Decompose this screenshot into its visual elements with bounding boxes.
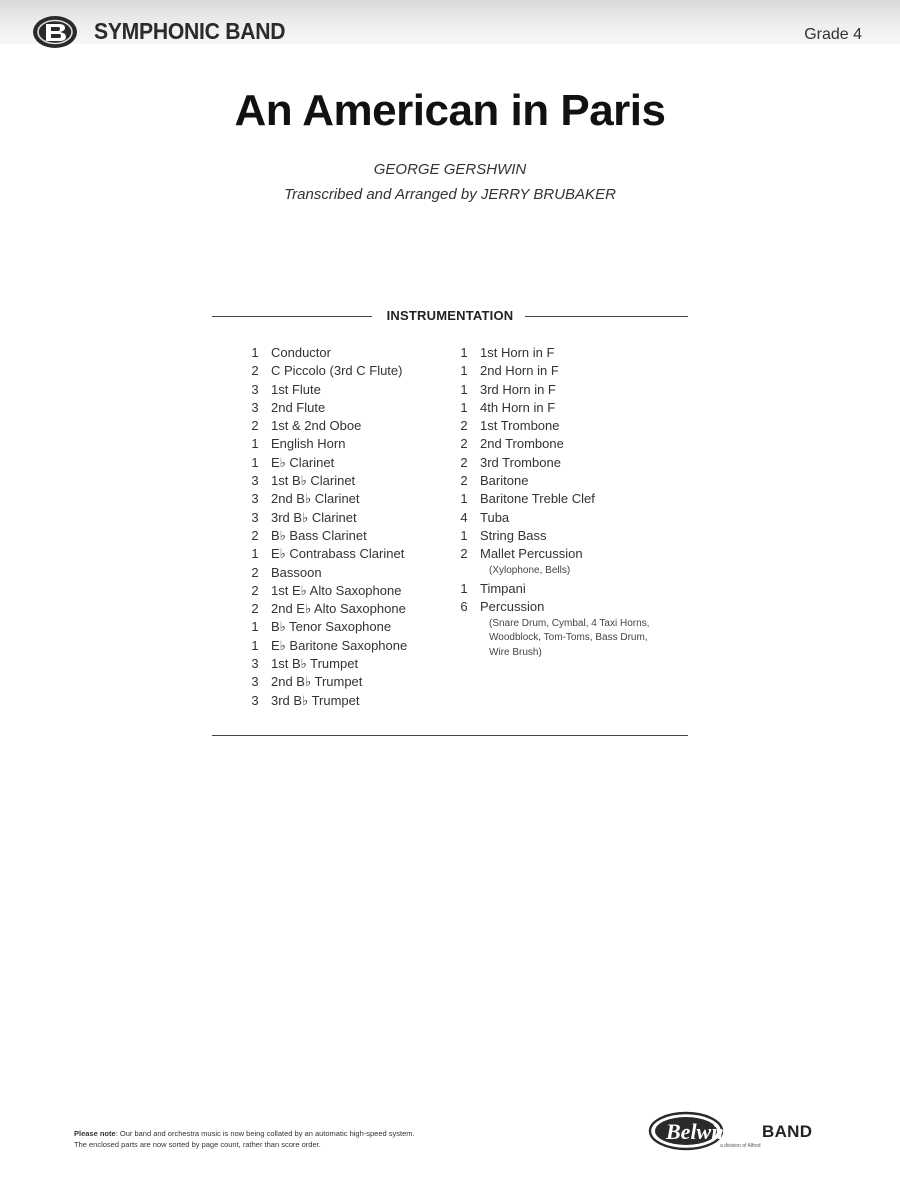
instrumentation-heading (212, 307, 688, 327)
list-item: 1 String Bass (460, 527, 547, 543)
list-item-note (489, 617, 649, 661)
instrumentation-label: INSTRUMENTATION (386, 308, 514, 323)
list-item: 1 4th Horn in F (460, 399, 556, 415)
series-logo-icon (31, 13, 79, 51)
piece-title: An American in Paris (234, 86, 666, 135)
collation-note (74, 1128, 415, 1150)
list-item: 1 Timpani (460, 581, 526, 597)
list-item: 6 Percussion (460, 599, 545, 615)
composer: GEORGE GERSHWIN (373, 161, 527, 178)
publisher-band-label: BAND (762, 1122, 813, 1141)
instrumentation-bottom-rule (212, 735, 688, 736)
publisher-logo (648, 1108, 838, 1154)
list-item: 2 2nd Trombone (460, 436, 564, 452)
list-item: 1 2nd Horn in F (460, 363, 559, 379)
publisher-division-label: a division of Alfred (720, 1143, 761, 1149)
series-title: SYMPHONIC BAND (94, 18, 286, 44)
list-item: 2 3rd Trombone (460, 454, 561, 470)
percussion-note-line: Wire Brush) (489, 646, 542, 658)
list-item: 2 Baritone (460, 473, 529, 489)
list-item: 2 Mallet Percussion (460, 546, 583, 562)
list-item: 1 3rd Horn in F (460, 381, 556, 397)
grade-label: Grade 4 (804, 26, 862, 43)
collation-note-line: The enclosed parts are now sorted by page count, rather than score order. (74, 1140, 321, 1149)
list-item-note: (Xylophone, Bells) (489, 564, 571, 576)
arranger: Transcribed and Arranged by JERRY BRUBAKER (284, 186, 616, 203)
percussion-note-line: Woodblock, Tom-Toms, Bass Drum, (489, 632, 648, 644)
instrument-list-right (457, 345, 649, 663)
list-item: 4 Tuba (460, 509, 510, 525)
list-item: 1 Baritone Treble Clef (460, 491, 595, 507)
list-item: 1 1st Horn in F (460, 345, 555, 360)
collation-note-line: Please note: Our band and orchestra music is now being collated by an automatic high-speed system. (74, 1129, 415, 1138)
belwin-logo-text: Belwin (666, 1119, 730, 1144)
percussion-note-line: (Snare Drum, Cymbal, 4 Taxi Horns, (489, 617, 650, 629)
list-item: 2 1st Trombone (460, 418, 560, 434)
